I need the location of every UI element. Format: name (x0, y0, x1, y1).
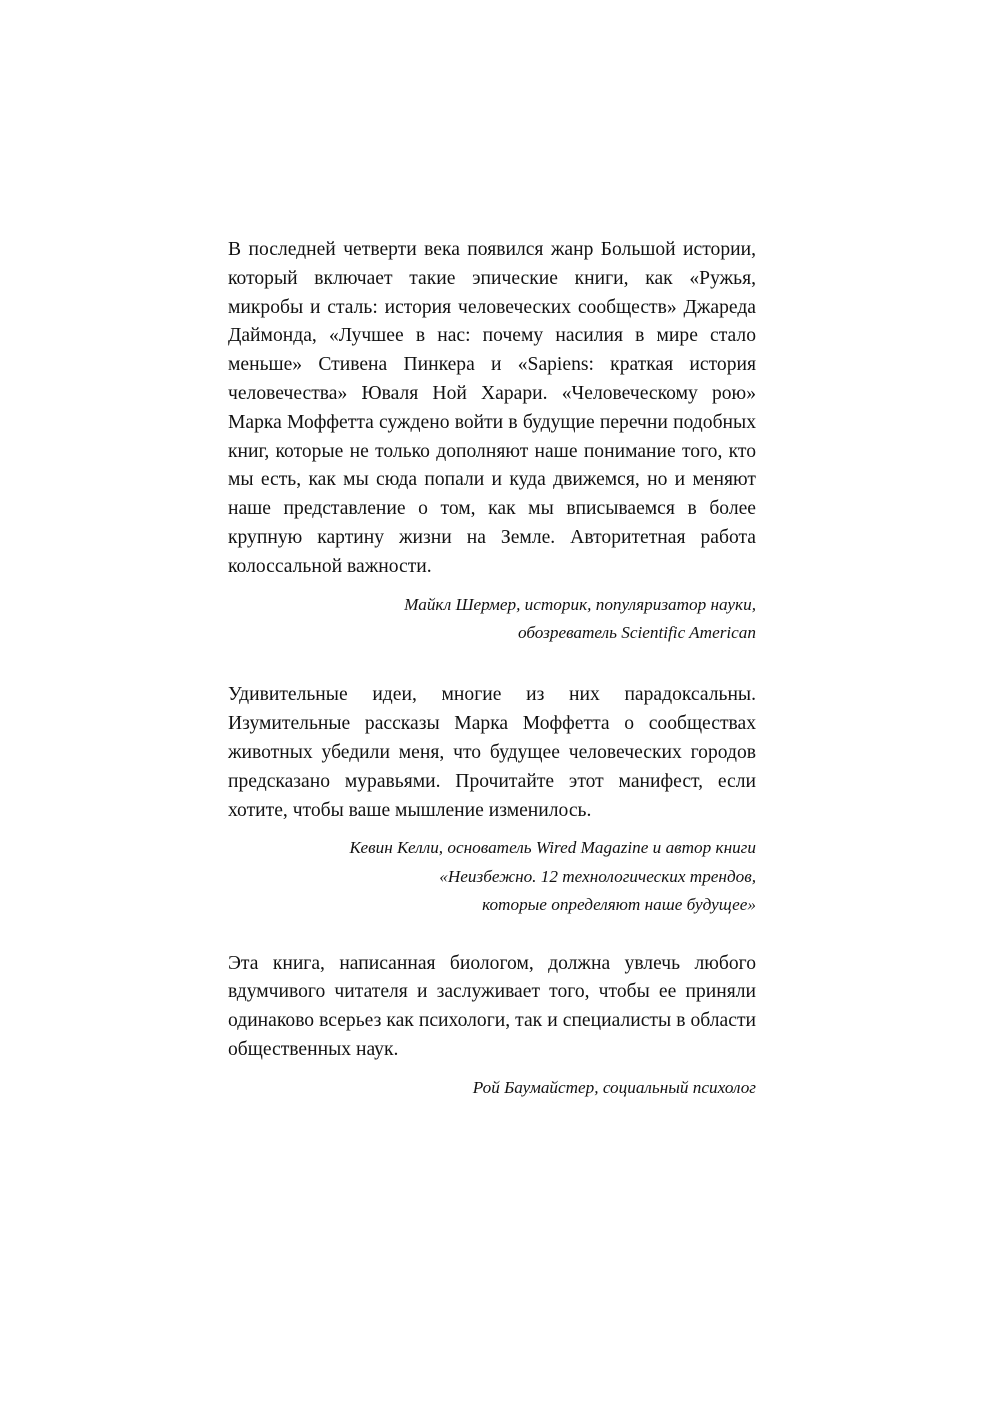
attribution-line: которые определяют наше будущее» (482, 895, 756, 915)
blurb-quote: Удивительные идеи, многие из них парадоксальны. Изумительные рассказы Марка Моффетта о сообществах животных убедили меня, что будущее человеческих городов предсказано муравьями. Прочитайте этот манифест, если хотите, чтобы ваше мышление изменилось. (228, 684, 756, 821)
attribution-line: «Неизбежно. 12 технологических трендов, (439, 866, 756, 886)
blurb-baumeister (228, 950, 756, 1103)
blurb-attribution (228, 1074, 756, 1102)
attribution-line: обозреватель Scientific American (518, 622, 756, 642)
blurb-shermer (228, 236, 756, 647)
book-praise-page (228, 236, 756, 1102)
attribution-line: Майкл Шермер, историк, популяризатор науки, (404, 594, 756, 614)
blurb-quote: Эта книга, написанная биологом, должна увлечь любого вдумчивого читателя и заслуживает того, чтобы ее приняли одинаково всерьез как психологи, так и специалисты в области общественных наук. (228, 952, 756, 1060)
attribution-line: Рой Баумайстер, социальный психолог (472, 1077, 756, 1097)
blurb-quote: В последней четверти века появился жанр Большой истории, который включает такие эпические книги, как «Ружья, микробы и сталь: история человеческих сообществ» Джареда Даймонда, «Лучшее в нас: почему насилия в мире стало меньше» Стивена Пинкера и «Sapiens: краткая история человечества» Юваля Ной Харари. «Человеческому рою» Марка Моффетта суждено войти в будущие перечни подобных книг, которые не только дополняют наше понимание того, кто мы есть, как мы сюда попали и куда движемся, но и меняют наше представление о том, как мы вписываемся в более крупную картину жизни на Земле. Авторитетная работа колоссальной важности. (228, 239, 756, 577)
attribution-line: Кевин Келли, основатель Wired Magazine и автор книги (349, 838, 756, 858)
blurb-attribution (228, 591, 756, 648)
blurb-kelly (228, 681, 756, 919)
blurb-attribution (228, 834, 756, 919)
